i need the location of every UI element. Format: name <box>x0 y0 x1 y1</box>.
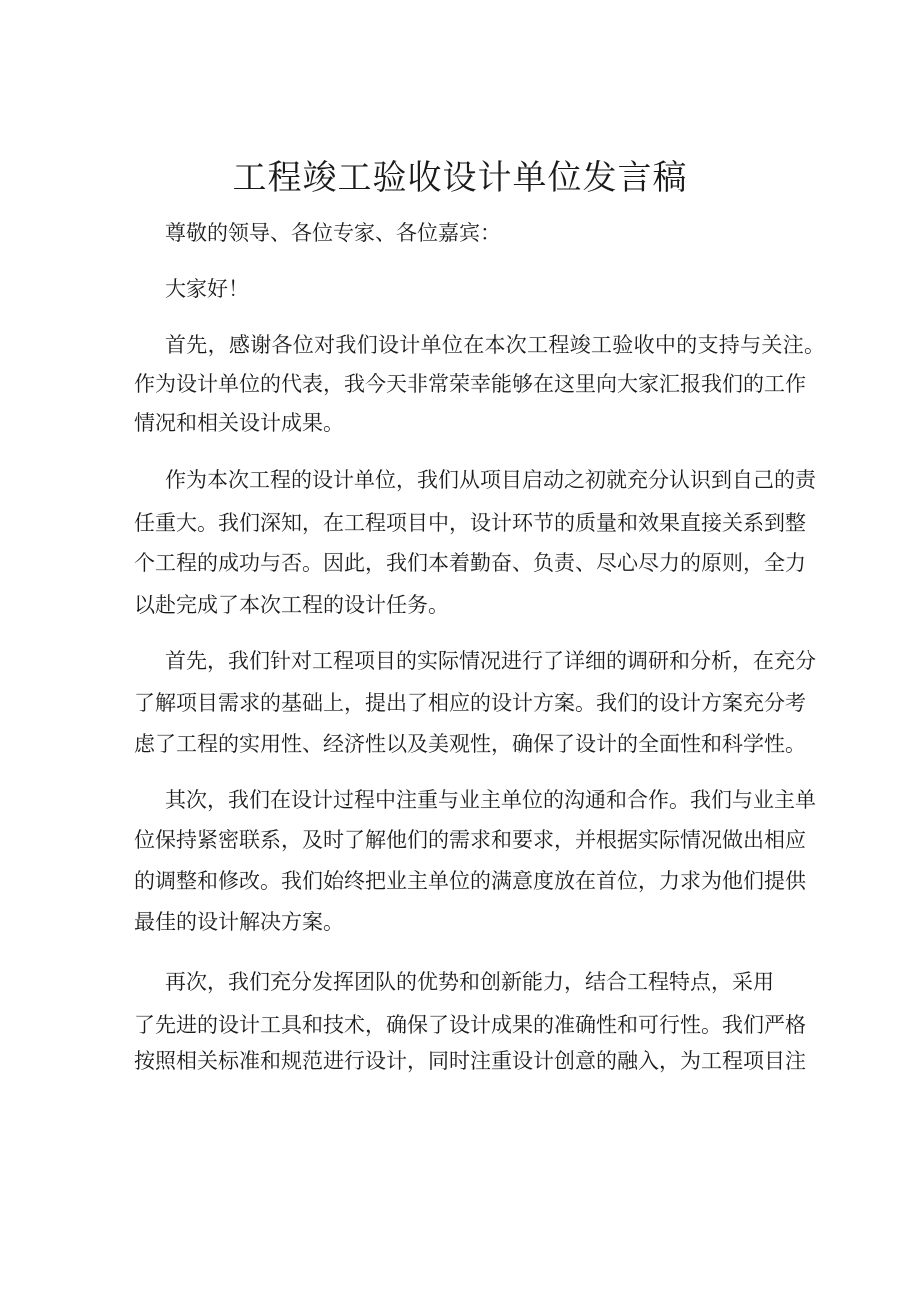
paragraph-4-line-1: 其次，我们在设计过程中注重与业主单位的沟通和合作。我们与业主单 <box>165 788 816 812</box>
paragraph-1-line-2: 作为设计单位的代表，我今天非常荣幸能够在这里向大家汇报我们的工作 <box>134 372 806 396</box>
paragraph-5-line-2: 了先进的设计工具和技术，确保了设计成果的准确性和可行性。我们严格 <box>134 1013 806 1037</box>
document-title: 工程竣工验收设计单位发言稿 <box>232 158 688 198</box>
paragraph-4-line-2: 位保持紧密联系，及时了解他们的需求和要求，并根据实际情况做出相应 <box>134 828 806 852</box>
paragraph-2-line-2: 任重大。我们深知，在工程项目中，设计环节的质量和效果直接关系到整 <box>134 511 806 535</box>
paragraph-4-line-3: 的调整和修改。我们始终把业主单位的满意度放在首位，力求为他们提供 <box>134 869 806 893</box>
paragraph-3-line-3: 虑了工程的实用性、经济性以及美观性，确保了设计的全面性和科学性。 <box>134 732 806 756</box>
paragraph-5-line-1: 再次，我们充分发挥团队的优势和创新能力，结合工程特点，采用 <box>165 970 774 994</box>
paragraph-2-line-1: 作为本次工程的设计单位，我们从项目启动之初就充分认识到自己的责 <box>165 468 816 492</box>
salutation: 尊敬的领导、各位专家、各位嘉宾： <box>165 221 501 245</box>
paragraph-4-line-4: 最佳的设计解决方案。 <box>134 910 344 934</box>
paragraph-3-line-2: 了解项目需求的基础上，提出了相应的设计方案。我们的设计方案充分考 <box>134 691 806 715</box>
paragraph-1-line-1: 首先，感谢各位对我们设计单位在本次工程竣工验收中的支持与关注。 <box>165 333 825 357</box>
paragraph-2-line-4: 以赴完成了本次工程的设计任务。 <box>134 593 449 617</box>
paragraph-5-line-3: 按照相关标准和规范进行设计，同时注重设计创意的融入，为工程项目注 <box>134 1049 806 1073</box>
greeting: 大家好！ <box>165 277 249 301</box>
paragraph-3-line-1: 首先，我们针对工程项目的实际情况进行了详细的调研和分析，在充分 <box>165 649 816 673</box>
paragraph-1-line-3: 情况和相关设计成果。 <box>134 411 344 435</box>
paragraph-2-line-3: 个工程的成功与否。因此，我们本着勤奋、负责、尽心尽力的原则，全力 <box>134 551 806 575</box>
